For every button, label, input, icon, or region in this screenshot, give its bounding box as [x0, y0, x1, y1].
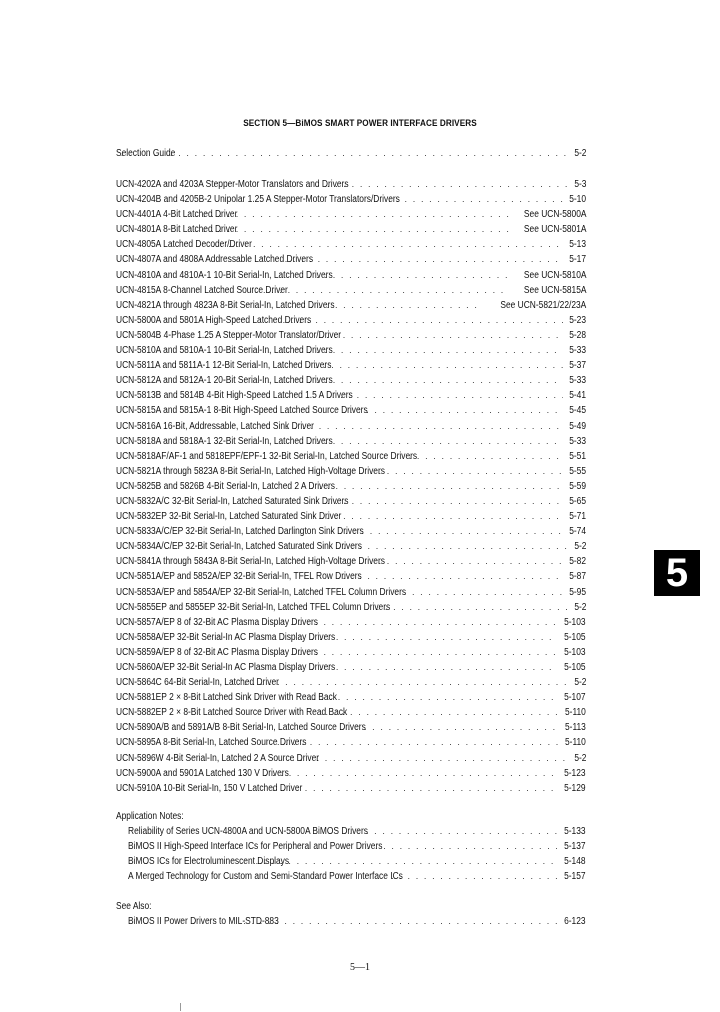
dot-leader [195, 207, 509, 222]
toc-entry-title: UCN-5813B and 5814B 4-Bit High-Speed Latched 1.5 A Drivers [116, 390, 353, 402]
toc-entry-title: UCN-5821A through 5823A 8-Bit Serial-In, Latched High-Voltage Drivers [116, 465, 385, 477]
dot-leader [367, 839, 558, 854]
toc-entry-page: See UCN-5810A [523, 269, 586, 281]
toc-entry-page: 5-33 [569, 435, 586, 447]
toc-entry-selection-guide[interactable] [116, 146, 586, 161]
dot-leader [377, 600, 569, 615]
toc-entry[interactable] [116, 298, 586, 313]
dot-leader [256, 854, 558, 869]
toc-entry-page: 6-123 [564, 916, 586, 928]
toc-entry-page: 5-37 [569, 360, 586, 372]
dot-leader [286, 419, 563, 434]
toc-entry[interactable] [116, 177, 586, 192]
toc-entry-title: UCN-5834A/C/EP 32-Bit Serial-In, Latched Saturated Sink Drivers [116, 541, 362, 553]
toc-entry[interactable] [116, 419, 586, 434]
toc-entry[interactable] [116, 735, 586, 750]
dot-leader [307, 358, 563, 373]
dot-leader [292, 751, 569, 766]
dot-leader [291, 645, 558, 660]
toc-entry-title: UCN-5818A and 5818A-1 32-Bit Serial-In, Latched Drivers [116, 435, 333, 447]
toc-entry-title: UCN-5841A through 5843A 8-Bit Serial-In, Latched High-Voltage Drivers [116, 556, 385, 568]
dot-leader [308, 268, 508, 283]
dot-leader [313, 690, 557, 705]
toc-entry[interactable] [116, 222, 586, 237]
toc-entry[interactable] [116, 615, 586, 630]
toc-entry-title: A Merged Technology for Custom and Semi-Standard Power Interface ICs [128, 871, 403, 883]
application-note-entry[interactable] [128, 839, 586, 854]
toc-entry-title: UCN-5800A and 5801A High-Speed Latched Drivers [116, 314, 312, 326]
dot-leader [195, 222, 509, 237]
dot-leader [345, 524, 563, 539]
toc-entry-page: 5-51 [569, 450, 586, 462]
dot-leader [310, 298, 480, 313]
toc-entry[interactable] [116, 539, 586, 554]
toc-entry-title: UCN-5825B and 5826B 4-Bit Serial-In, Latched 2 A Drivers [116, 480, 335, 492]
toc-entry[interactable] [116, 464, 586, 479]
toc-entry[interactable] [116, 479, 586, 494]
application-note-entry[interactable] [128, 824, 586, 839]
dot-leader [332, 388, 563, 403]
toc-entry-title: UCN-4401A 4-Bit Latched Driver [116, 209, 238, 221]
dot-leader [291, 615, 558, 630]
toc-entry[interactable] [116, 690, 586, 705]
toc-entry[interactable] [116, 781, 586, 796]
toc-entry[interactable] [116, 554, 586, 569]
toc-entry-title: UCN-5851A/EP and 5852A/EP 32-Bit Serial-In, TFEL Row Drivers [116, 571, 362, 583]
dot-leader [409, 449, 563, 464]
toc-entry-page: 5-82 [569, 556, 586, 568]
toc-entry[interactable] [116, 373, 586, 388]
dot-leader [308, 343, 563, 358]
toc-entry-title: UCN-5857A/EP 8 of 32-Bit AC Plasma Display Drivers [116, 616, 318, 628]
toc-entry-title: Selection Guide [116, 148, 176, 159]
toc-entry-page: 5-95 [569, 586, 586, 598]
dot-leader [244, 675, 568, 690]
dot-leader [277, 735, 558, 750]
toc-entry-title: UCN-5859A/EP 8 of 32-Bit AC Plasma Display Drivers [116, 646, 318, 658]
toc-entry[interactable] [116, 509, 586, 524]
toc-entry-page: 5-23 [569, 314, 586, 326]
toc-entry-page: 5-2 [573, 541, 586, 553]
toc-entry[interactable] [116, 343, 586, 358]
toc-entry[interactable] [116, 252, 586, 267]
toc-entry-page: 5-113 [565, 722, 586, 734]
page-title: SECTION 5—BiMOS SMART POWER INTERFACE DRIVERS [243, 118, 477, 129]
toc-entry-page: 5-45 [569, 405, 586, 417]
toc-entry[interactable] [116, 600, 586, 615]
toc-entry-page: 5-13 [569, 239, 586, 251]
toc-entry-page: 5-103 [564, 616, 586, 628]
toc-entry-page: 5-55 [569, 465, 586, 477]
toc-entry-title: UCN-5900A and 5901A Latched 130 V Drivers [116, 767, 289, 779]
device-entries-list [116, 177, 586, 796]
toc-entry[interactable] [116, 283, 586, 298]
see-also-list [116, 914, 586, 929]
toc-entry-page: See UCN-5821/22/23A [500, 299, 586, 311]
toc-entry-title: Reliability of Series UCN-4800A and UCN-5800A BiMOS Drivers [128, 826, 368, 838]
toc-entry-page: 5-123 [564, 767, 586, 779]
toc-entry-page: 5-103 [564, 646, 586, 658]
toc-entry[interactable] [116, 237, 586, 252]
toc-entry-title: UCN-5853A/EP and 5854A/EP 32-Bit Serial-In, Latched TFEL Column Drivers [116, 586, 407, 598]
toc-entry-page: 5-49 [569, 420, 586, 432]
toc-entry-page: 5-41 [569, 390, 586, 402]
toc-entry-title: UCN-5832A/C 32-Bit Serial-In, Latched Saturated Sink Drivers [116, 495, 349, 507]
toc-entry[interactable] [116, 660, 586, 675]
toc-entry-page: 5-110 [565, 737, 586, 749]
page-number: 5—1 [350, 962, 370, 973]
toc-entry[interactable] [116, 403, 586, 418]
dot-leader [370, 464, 563, 479]
toc-entry[interactable] [116, 705, 586, 720]
toc-entry-title: UCN-5895A 8-Bit Serial-In, Latched Source Drivers [116, 737, 307, 749]
toc-entry[interactable] [116, 569, 586, 584]
toc-entry-page: 5-17 [569, 254, 586, 266]
dot-leader [396, 585, 563, 600]
toc-entry-title: UCN-5890A/B and 5891A/B 8-Bit Serial-In, Latched Source Drivers [116, 722, 366, 734]
toc-entry-page: See UCN-5815A [523, 284, 586, 296]
toc-entry-page: 5-110 [565, 707, 586, 719]
toc-entry-page: 5-2 [573, 148, 586, 159]
toc-entry-page: 5-148 [564, 856, 586, 868]
section-tab: 5 [654, 550, 700, 596]
toc-entry-title: UCN-5812A and 5812A-1 20-Bit Serial-In, Latched Drivers [116, 375, 333, 387]
dot-leader [388, 192, 563, 207]
selection-guide-block [116, 146, 586, 161]
toc-entry-title: UCN-4815A 8-Channel Latched Source Driver [116, 284, 288, 296]
toc-entry-page: 5-2 [573, 601, 586, 613]
toc-entry-title: UCN-5811A and 5811A-1 12-Bit Serial-In, Latched Drivers [116, 360, 332, 372]
toc-entry-page: 5-107 [564, 692, 586, 704]
toc-entry[interactable] [116, 766, 586, 781]
toc-entry[interactable] [116, 358, 586, 373]
application-notes-heading: Application Notes: [116, 811, 184, 822]
dot-leader [311, 479, 563, 494]
toc-entry[interactable] [116, 630, 586, 645]
scan-speck [180, 1003, 181, 1011]
toc-entry-page: 5-105 [564, 631, 586, 643]
dot-leader [308, 373, 563, 388]
application-notes-block [116, 809, 586, 884]
dot-leader [391, 869, 557, 884]
toc-entry-title: UCN-5815A and 5815A-1 8-Bit High-Speed Latched Source Drivers [116, 405, 368, 417]
toc-entry-title: UCN-5833A/C/EP 32-Bit Serial-In, Latched Darlington Sink Drivers [116, 526, 364, 538]
toc-entry-title: UCN-5810A and 5810A-1 10-Bit Serial-In, Latched Drivers [116, 345, 333, 357]
toc-entry[interactable] [116, 585, 586, 600]
dot-leader [243, 914, 557, 929]
toc-entry-title: BiMOS ICs for Electroluminescent Displays [128, 856, 290, 868]
toc-entry-page: 5-157 [564, 871, 586, 883]
toc-entry[interactable] [116, 313, 586, 328]
toc-entry[interactable] [116, 207, 586, 222]
toc-entry-page: 5-33 [569, 345, 586, 357]
toc-entry-title: BiMOS II Power Drivers to MIL-STD-883 [128, 916, 279, 928]
toc-entry-page: 5-105 [564, 662, 586, 673]
toc-entry-title: UCN-5881EP 2 × 8-Bit Latched Sink Driver with Read Back [116, 692, 337, 704]
dot-leader [325, 705, 558, 720]
dot-leader [327, 177, 569, 192]
toc-entry-page: 5-28 [569, 329, 586, 341]
application-notes-list [116, 824, 586, 884]
dot-leader [343, 539, 569, 554]
toc-entry[interactable] [116, 645, 586, 660]
toc-entry-page: 5-87 [569, 571, 586, 583]
see-also-entry[interactable] [128, 914, 586, 929]
toc-entry-title: UCN-5855EP and 5855EP 32-Bit Serial-In, Latched TFEL Column Drivers [116, 601, 391, 613]
toc-entry-title: UCN-5804B 4-Phase 1.25 A Stepper-Motor Translator/Driver [116, 329, 342, 341]
dot-leader [370, 554, 563, 569]
toc-entry-title: UCN-5910A 10-Bit Serial-In, 150 V Latched Driver [116, 782, 303, 794]
toc-entry-page: See UCN-5800A [523, 209, 586, 221]
dot-leader [350, 824, 558, 839]
toc-entry-page: 5-71 [569, 511, 586, 523]
see-also-heading: See Also: [116, 901, 152, 912]
toc-entry-title: UCN-5858A/EP 32-Bit Serial-In AC Plasma Display Drivers [116, 631, 336, 643]
toc-entry-title: BiMOS II High-Speed Interface ICs for Peripheral and Power Drivers [128, 841, 383, 853]
toc-entry[interactable] [116, 192, 586, 207]
dot-leader [311, 660, 557, 675]
dot-leader [350, 403, 563, 418]
toc-entry-title: UCN-5864C 64-Bit Serial-In, Latched Driver [116, 677, 279, 689]
toc-entry-title: UCN-4807A and 4808A Addressable Latched Drivers [116, 254, 314, 266]
toc-entry-title: UCN-5816A 16-Bit, Addressable, Latched Sink Driver [116, 420, 314, 432]
toc-entry-title: UCN-5818AF/AF-1 and 5818EPF/EPF-1 32-Bit Serial-In, Latched Source Drivers [116, 450, 418, 462]
dot-leader [308, 434, 563, 449]
toc-entry-page: 5-65 [569, 495, 586, 507]
dot-leader [327, 494, 563, 509]
dot-leader [318, 328, 563, 343]
see-also-block [116, 899, 586, 929]
toc-entry-page: 5-10 [569, 194, 586, 206]
dot-leader [283, 313, 563, 328]
toc-entry[interactable] [116, 524, 586, 539]
toc-entry-title: UCN-4801A 8-Bit Latched Driver [116, 224, 238, 236]
toc-entry-page: 5-33 [569, 375, 586, 387]
toc-entry-page: 5-2 [573, 677, 586, 689]
toc-entry-title: UCN-4202A and 4203A Stepper-Motor Translators and Drivers [116, 179, 349, 190]
toc-entry-title: UCN-4204B and 4205B-2 Unipolar 1.25 A Stepper-Motor Translators/Drivers [116, 194, 400, 206]
toc-entry[interactable] [116, 434, 586, 449]
application-note-entry[interactable] [128, 854, 586, 869]
toc-entry-title: UCN-4821A through 4823A 8-Bit Serial-In, Latched Drivers [116, 299, 335, 311]
toc-entry-page: See UCN-5801A [523, 224, 586, 236]
dot-leader [272, 781, 557, 796]
toc-entry[interactable] [116, 268, 586, 283]
toc-entry-page: 5-137 [564, 841, 586, 853]
dot-leader [256, 766, 558, 781]
toc-entry-title: UCN-5832EP 32-Bit Serial-In, Latched Saturated Sink Driver [116, 511, 342, 523]
dot-leader [318, 509, 563, 524]
toc-entry-page: 5-129 [564, 782, 586, 794]
toc-entry-title: UCN-4805A Latched Decoder/Driver [116, 239, 252, 251]
application-note-entry[interactable] [128, 869, 586, 884]
toc-entry[interactable] [116, 494, 586, 509]
toc-entry-page: 5-3 [573, 179, 586, 190]
dot-leader [343, 569, 563, 584]
toc-entry[interactable] [116, 449, 586, 464]
dot-leader [255, 283, 509, 298]
toc-entry-title: UCN-4810A and 4810A-1 10-Bit Serial-In, Latched Drivers [116, 269, 333, 281]
toc-entry[interactable] [116, 388, 586, 403]
toc-entry[interactable] [116, 328, 586, 343]
dot-leader [311, 630, 557, 645]
dot-leader [121, 146, 569, 161]
toc-entry-page: 5-59 [569, 480, 586, 492]
toc-entry[interactable] [116, 720, 586, 735]
toc-entry[interactable] [116, 751, 586, 766]
toc-entry-page: 5-133 [564, 826, 586, 838]
dot-leader [285, 252, 563, 267]
toc-entry-page: 5-74 [569, 526, 586, 538]
toc-entry-title: UCN-5896W 4-Bit Serial-In, Latched 2 A Source Driver [116, 752, 320, 764]
toc-entry-title: UCN-5860A/EP 32-Bit Serial-In AC Plasma Display Drivers [116, 662, 336, 673]
dot-leader [212, 237, 563, 252]
toc-entry-title: UCN-5882EP 2 × 8-Bit Latched Source Driver with Read Back [116, 707, 348, 719]
dot-leader [348, 720, 559, 735]
toc-entry-page: 5-2 [573, 752, 586, 764]
toc-entry[interactable] [116, 675, 586, 690]
